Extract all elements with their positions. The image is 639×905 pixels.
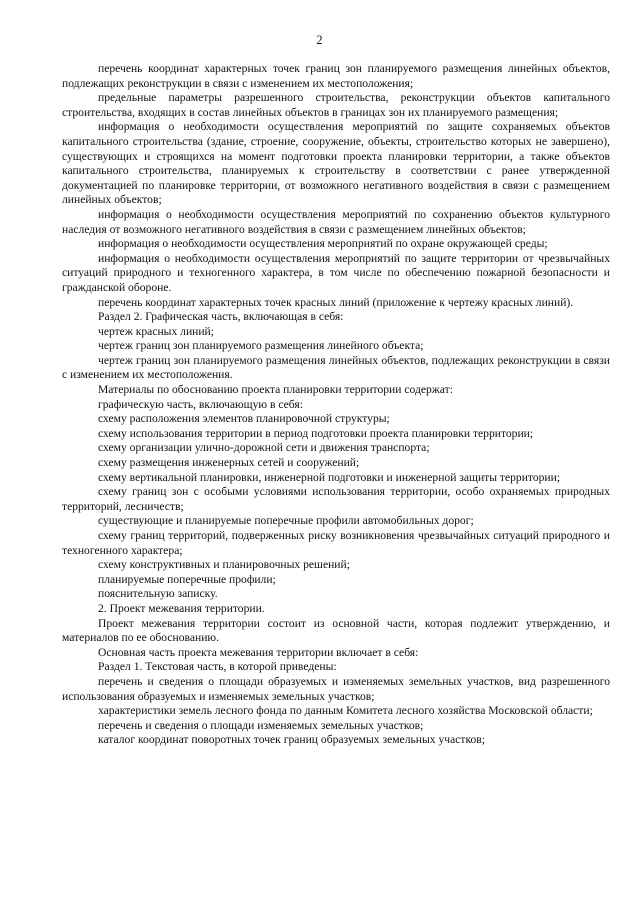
list-item: графическую часть, включающую в себя: [98,397,303,411]
paragraph: информация о необходимости осуществления мероприятий по защите сохраняемых объектов капитального строительства (здание, строение, сооружение, объекты, строительство которых не завершено), существующих и строящихся на момент подготовки проекта планировки территории, а также объектов капитального строительства, планируемых к строительству в соответствии с ранее утвержденной документацией по планировке территории, от возможного негативного воздействия в связи с размещением линейных объектов; [62,120,610,207]
paragraph: информация о необходимости осуществления мероприятий по сохранению объектов культурного наследия от возможного негативного воздействия в связи с размещением линейных объектов; [62,207,610,236]
page-number: 2 [316,33,323,47]
list-item: чертеж границ зон планируемого размещения линейных объектов, подлежащих реконструкции в связи с изменением их местоположения. [62,353,610,382]
list-item: схему использования территории в период подготовки проекта планировки территории; [98,426,534,440]
list-item: чертеж границ зон планируемого размещения линейного объекта; [98,339,424,353]
list-item: перечень и сведения о площади изменяемых земельных участков; [98,718,424,732]
section-heading: Раздел 1. Текстовая часть, в которой приведены: [98,660,337,674]
list-item: характеристики земель лесного фонда по данным Комитета лесного хозяйства Московской области; [98,704,593,718]
paragraph: перечень координат характерных точек границ зон планируемого размещения линейных объектов, подлежащих реконструкции в связи с изменением их местоположения; [62,62,610,90]
list-item: схему границ зон с особыми условиями использования территории, особо охраняемых природных территорий, лесничеств; [62,485,610,513]
list-item: существующие и планируемые поперечные профили автомобильных дорог; [98,514,474,528]
list-item: планируемые поперечные профили; [98,572,276,586]
list-item: схему организации улично-дорожной сети и движения транспорта; [98,441,430,455]
document-body [62,62,610,748]
paragraph: предельные параметры разрешенного строительства, реконструкции объектов капитального строительства, входящих в состав линейных объектов в границах зон их планируемого размещения; [62,91,610,119]
list-item: схему вертикальной планировки, инженерной подготовки и инженерной защиты территории; [98,470,561,484]
list-item: схему расположения элементов планировочной структуры; [98,412,390,426]
paragraph: информация о необходимости осуществления мероприятий по защите территории от чрезвычайных ситуаций природного и техногенного характера, в том числе по обеспечению пожарной безопасности и гражданской обороне. [62,251,610,294]
section-heading: 2. Проект межевания территории. [98,601,265,615]
paragraph: Проект межевания территории состоит из основной части, которая подлежит утверждению, и материалов по ее обоснованию. [62,616,610,645]
list-item: схему конструктивных и планировочных решений; [98,558,350,572]
paragraph: Материалы по обоснованию проекта планировки территории содержат: [98,383,453,397]
paragraph: Основная часть проекта межевания территории включает в себя: [98,645,419,659]
list-item: перечень и сведения о площади образуемых и изменяемых земельных участков, вид разрешенного использования образуемых и изменяемых земельных участков; [62,674,610,703]
list-item: чертеж красных линий; [98,324,214,338]
list-item: схему границ территорий, подверженных риску возникновения чрезвычайных ситуаций природного и техногенного характера; [62,529,610,557]
section-heading: Раздел 2. Графическая часть, включающая в себя: [98,310,344,324]
paragraph: информация о необходимости осуществления мероприятий по охране окружающей среды; [98,237,548,251]
paragraph: перечень координат характерных точек красных линий (приложение к чертежу красных линий). [98,295,574,309]
list-item: схему размещения инженерных сетей и сооружений; [98,456,360,470]
list-item: каталог координат поворотных точек границ образуемых земельных участков; [98,733,485,747]
list-item: пояснительную записку. [98,587,218,601]
